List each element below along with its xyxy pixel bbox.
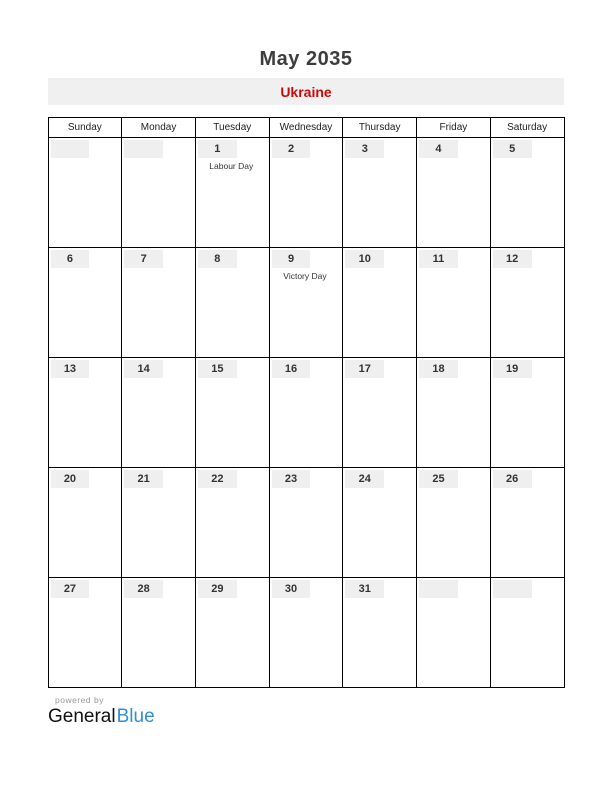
day-number-box: 27 bbox=[51, 580, 90, 598]
day-cell-17 bbox=[343, 358, 417, 468]
day-cell-22 bbox=[195, 468, 269, 578]
day-number-box: 3 bbox=[345, 140, 384, 158]
day-cell-16 bbox=[269, 358, 343, 468]
day-number-box: 4 bbox=[419, 140, 458, 158]
day-number-box: 28 bbox=[124, 580, 163, 598]
day-cell-5 bbox=[490, 138, 564, 248]
country-banner bbox=[48, 78, 564, 105]
day-number-box: 13 bbox=[51, 360, 90, 378]
day-number-box: 7 bbox=[124, 250, 163, 268]
brand-logo-blue: Blue bbox=[116, 706, 155, 727]
day-number-box: 12 bbox=[493, 250, 532, 268]
day-number-box: 5 bbox=[493, 140, 532, 158]
powered-by-label: powered by bbox=[55, 695, 104, 705]
day-cell-7 bbox=[122, 248, 196, 358]
empty-day-box bbox=[124, 140, 163, 158]
calendar-body bbox=[48, 138, 564, 688]
day-number-box: 14 bbox=[124, 360, 163, 378]
day-cell-24 bbox=[343, 468, 417, 578]
empty-day-box bbox=[51, 140, 90, 158]
week-row bbox=[48, 248, 564, 358]
day-number-box: 9 bbox=[272, 250, 311, 268]
day-header-friday: Friday bbox=[417, 118, 491, 138]
day-number-box: 29 bbox=[198, 580, 237, 598]
day-number-box: 17 bbox=[345, 360, 384, 378]
day-number-box: 15 bbox=[198, 360, 237, 378]
day-cell-30 bbox=[269, 578, 343, 688]
day-number-box: 25 bbox=[419, 470, 458, 488]
day-cell-28 bbox=[122, 578, 196, 688]
day-cell-8 bbox=[195, 248, 269, 358]
day-header-tuesday: Tuesday bbox=[195, 118, 269, 138]
day-cell-19 bbox=[490, 358, 564, 468]
day-cell-empty bbox=[48, 138, 122, 248]
empty-day-box bbox=[493, 580, 532, 598]
week-row bbox=[48, 138, 564, 248]
brand-logo-general: General bbox=[48, 706, 116, 727]
day-number-box: 26 bbox=[493, 470, 532, 488]
day-cell-empty bbox=[122, 138, 196, 248]
holiday-label: Victory Day bbox=[283, 271, 327, 281]
day-number-box: 2 bbox=[272, 140, 311, 158]
day-number-box: 16 bbox=[272, 360, 311, 378]
day-cell-21 bbox=[122, 468, 196, 578]
day-cell-empty bbox=[490, 578, 564, 688]
day-cell-14 bbox=[122, 358, 196, 468]
day-number-box: 6 bbox=[51, 250, 90, 268]
day-number-box: 19 bbox=[493, 360, 532, 378]
day-number-box: 8 bbox=[198, 250, 237, 268]
day-cell-11 bbox=[417, 248, 491, 358]
day-cell-25 bbox=[417, 468, 491, 578]
day-number-box: 30 bbox=[272, 580, 311, 598]
empty-day-box bbox=[419, 580, 458, 598]
calendar-table bbox=[48, 117, 565, 688]
day-cell-29 bbox=[195, 578, 269, 688]
day-number-box: 31 bbox=[345, 580, 384, 598]
page-title: May 2035 bbox=[259, 48, 353, 70]
day-header-monday: Monday bbox=[122, 118, 196, 138]
day-cell-23 bbox=[269, 468, 343, 578]
day-cell-12 bbox=[490, 248, 564, 358]
country-name: Ukraine bbox=[280, 83, 332, 100]
day-number-box: 23 bbox=[272, 470, 311, 488]
day-number-box: 22 bbox=[198, 470, 237, 488]
day-header-thursday: Thursday bbox=[343, 118, 417, 138]
day-cell-3 bbox=[343, 138, 417, 248]
holiday-label: Labour Day bbox=[209, 161, 254, 171]
day-cell-1 bbox=[195, 138, 269, 248]
day-number-box: 21 bbox=[124, 470, 163, 488]
day-cell-26 bbox=[490, 468, 564, 578]
day-cell-4 bbox=[417, 138, 491, 248]
day-cell-2 bbox=[269, 138, 343, 248]
day-number-box: 11 bbox=[419, 250, 458, 268]
day-number-box: 20 bbox=[51, 470, 90, 488]
day-cell-31 bbox=[343, 578, 417, 688]
day-header-sunday: Sunday bbox=[48, 118, 122, 138]
day-number-box: 10 bbox=[345, 250, 384, 268]
day-number-box: 24 bbox=[345, 470, 384, 488]
day-cell-15 bbox=[195, 358, 269, 468]
brand-logo bbox=[48, 706, 612, 728]
day-cell-empty bbox=[417, 578, 491, 688]
day-number-box: 18 bbox=[419, 360, 458, 378]
day-cell-27 bbox=[48, 578, 122, 688]
week-row bbox=[48, 578, 564, 688]
day-header-wednesday: Wednesday bbox=[269, 118, 343, 138]
day-cell-20 bbox=[48, 468, 122, 578]
day-cell-10 bbox=[343, 248, 417, 358]
week-row bbox=[48, 468, 564, 578]
day-of-week-row bbox=[48, 118, 564, 138]
calendar-header bbox=[48, 118, 564, 138]
day-cell-6 bbox=[48, 248, 122, 358]
day-header-saturday: Saturday bbox=[490, 118, 564, 138]
day-cell-9 bbox=[269, 248, 343, 358]
day-cell-13 bbox=[48, 358, 122, 468]
day-number-box: 1 bbox=[198, 140, 237, 158]
week-row bbox=[48, 358, 564, 468]
day-cell-18 bbox=[417, 358, 491, 468]
footer bbox=[48, 695, 612, 728]
